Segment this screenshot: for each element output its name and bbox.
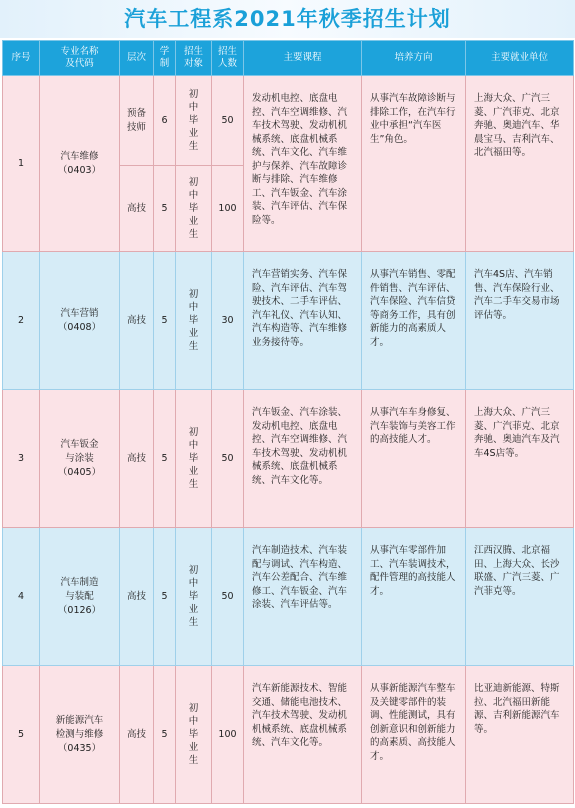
cell-direction: 从事汽车故障诊断与排除工作，在汽车行业中承担“汽车医生”角色。 — [362, 76, 466, 252]
cell-major: 汽车钣金 与涂装 （0405） — [40, 390, 120, 528]
cell-seq: 3 — [3, 390, 40, 528]
cell-employers: 汽车4S店、汽车销售、汽车保险行业、汽车二手车交易市场评估等。 — [466, 252, 574, 390]
cell-years: 5 — [154, 528, 176, 666]
cell-years: 5 — [154, 166, 176, 252]
header-courses: 主要课程 — [244, 41, 362, 76]
cell-years: 5 — [154, 252, 176, 390]
cell-courses: 汽车营销实务、汽车保险、汽车评估、汽车驾驶技术、二手车评估、汽车礼仪、汽车认知、汽车构造等、汽车维修业务接待等。 — [244, 252, 362, 390]
cell-employers: 上海大众、广汽三菱、广汽菲克、北京奔驰、奥迪汽车、华晨宝马、吉利汽车、北汽福田等。 — [466, 76, 574, 252]
header-row — [3, 41, 574, 76]
cell-employers: 江西汉腾、北京福田、上海大众、长沙联盛、广汽三菱、广汽菲克等。 — [466, 528, 574, 666]
cell-courses: 汽车制造技术、汽车装配与调试、汽车构造、汽车公差配合、汽车维修工、汽车钣金、汽车涂装、汽车评估等。 — [244, 528, 362, 666]
cell-count: 50 — [212, 390, 244, 528]
page-title: 汽车工程系2021年秋季招生计划 — [124, 7, 451, 31]
table-row — [3, 390, 574, 528]
header-target-text: 招生 对象 — [183, 46, 203, 69]
cell-count: 100 — [212, 666, 244, 804]
cell-major: 新能源汽车 检测与维修 （0435） — [40, 666, 120, 804]
header-target — [176, 41, 212, 76]
cell-target: 初 中 毕 业 生 — [176, 252, 212, 390]
cell-seq: 1 — [3, 76, 40, 252]
cell-courses: 发动机电控、底盘电控、汽车空调维修、汽车技术驾驶、发动机机械系统、底盘机械系统、汽车文化、汽车维护与保养、汽车故障诊断与排除、汽车维修工、汽车钣金、汽车涂装、汽车评估、汽车保险等。 — [244, 76, 362, 252]
cell-target: 初 中 毕 业 生 — [176, 390, 212, 528]
cell-direction: 从事汽车车身修复、汽车装饰与美容工作的高技能人才。 — [362, 390, 466, 528]
cell-seq: 5 — [3, 666, 40, 804]
cell-years: 5 — [154, 390, 176, 528]
cell-seq: 4 — [3, 528, 40, 666]
table-row — [3, 528, 574, 666]
cell-count: 100 — [212, 166, 244, 252]
cell-level: 高技 — [120, 252, 154, 390]
header-years — [154, 41, 176, 76]
table-row — [3, 666, 574, 804]
cell-major: 汽车维修 （0403） — [40, 76, 120, 252]
header-direction: 培养方向 — [362, 41, 466, 76]
table-body — [3, 76, 574, 804]
header-count — [212, 41, 244, 76]
cell-years: 5 — [154, 666, 176, 804]
cell-employers: 上海大众、广汽三菱、广汽菲克、北京奔驰、奥迪汽车及汽车4S店等。 — [466, 390, 574, 528]
header-seq: 序号 — [3, 41, 40, 76]
header-count-text: 招生 人数 — [217, 46, 237, 69]
cell-count: 30 — [212, 252, 244, 390]
header-employers: 主要就业单位 — [466, 41, 574, 76]
cell-direction: 从事汽车销售、零配件销售、汽车评估、汽车保险、汽车信贷等商务工作，具有创新能力的高素质人才。 — [362, 252, 466, 390]
cell-direction: 从事汽车零部件加工、汽车装调技术，配件管理的高技能人才。 — [362, 528, 466, 666]
header-major — [40, 41, 120, 76]
cell-target: 初 中 毕 业 生 — [176, 76, 212, 166]
cell-target: 初 中 毕 业 生 — [176, 528, 212, 666]
cell-target: 初 中 毕 业 生 — [176, 666, 212, 804]
cell-direction: 从事新能源汽车整车及关键零部件的装调、性能测试，具有创新意识和创新能力的高素质、高技能人才。 — [362, 666, 466, 804]
cell-target: 初 中 毕 业 生 — [176, 166, 212, 252]
cell-courses: 汽车新能源技术、智能交通、储能电池技术、汽车技术驾驶、发动机机械系统、底盘机械系统、汽车文化等。 — [244, 666, 362, 804]
cell-level: 高技 — [120, 390, 154, 528]
cell-seq: 2 — [3, 252, 40, 390]
cell-count: 50 — [212, 76, 244, 166]
cell-courses: 汽车钣金、汽车涂装、发动机电控、底盘电控、汽车空调维修、汽车技术驾驶、发动机机械系统、底盘机械系统、汽车文化等。 — [244, 390, 362, 528]
enrollment-table — [2, 40, 574, 804]
cell-major: 汽车营销 （0408） — [40, 252, 120, 390]
cell-level: 预备 技师 — [120, 76, 154, 166]
cell-level: 高技 — [120, 166, 154, 252]
header-level: 层次 — [120, 41, 154, 76]
header-years-text: 学 制 — [159, 46, 170, 69]
cell-major: 汽车制造 与装配 （0126） — [40, 528, 120, 666]
cell-level: 高技 — [120, 666, 154, 804]
cell-level: 高技 — [120, 528, 154, 666]
table-row — [3, 76, 574, 166]
cell-years: 6 — [154, 76, 176, 166]
table-row — [3, 252, 574, 390]
header-major-text: 专业名称 及代码 — [60, 46, 99, 69]
cell-employers: 比亚迪新能源、特斯拉、北汽福田新能源、吉利新能源汽车等。 — [466, 666, 574, 804]
cell-count: 50 — [212, 528, 244, 666]
